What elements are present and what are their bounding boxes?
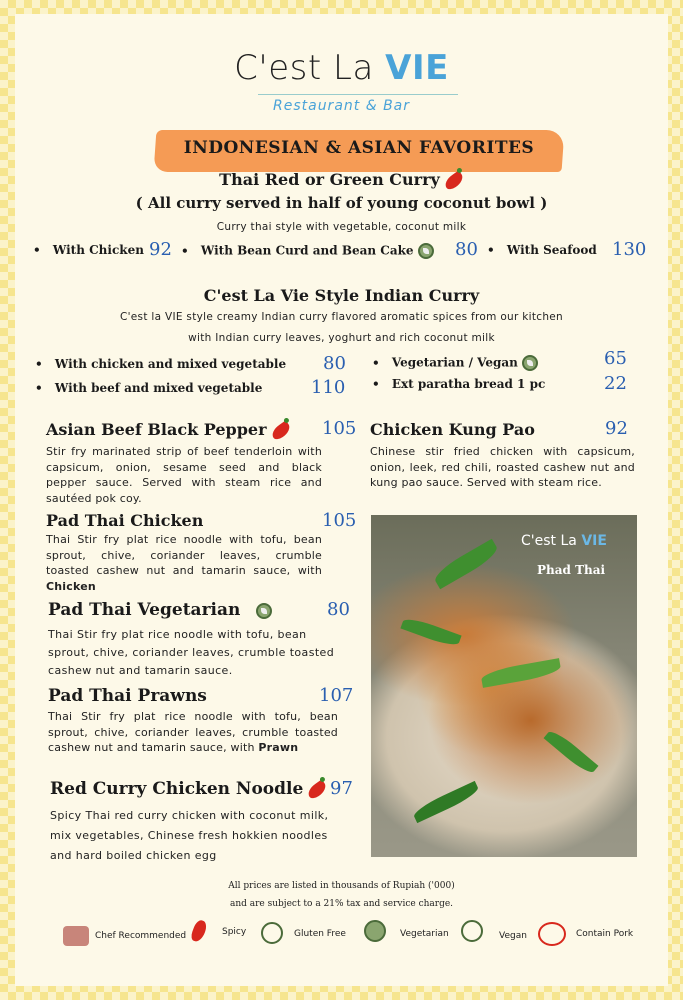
menu-page	[15, 14, 668, 986]
dish-title: Pad Thai Prawns	[48, 686, 207, 706]
herb-decoration	[400, 615, 461, 649]
option-label: With chicken and mixed vegetable	[54, 357, 287, 371]
legend-label: Vegetarian	[400, 929, 449, 939]
brand-name	[15, 48, 668, 88]
photo-logo-prefix: C'est La	[521, 533, 577, 549]
option-label: Ext paratha bread 1 pc	[391, 377, 546, 391]
photo-caption: Phad Thai	[537, 563, 606, 577]
dish-price: 92	[605, 418, 628, 439]
indian-curry-desc-2: with Indian curry leaves, yoghurt and rich coconut milk	[188, 332, 495, 344]
logo-divider	[258, 94, 458, 95]
indian-curry-price: 22	[604, 373, 627, 394]
dish-desc: Chinese stir fried chicken with capsicum, onion, leek, red chili, roasted cashew nut and kung pao sauce. Served with steam rice.	[370, 445, 635, 489]
thai-curry-title-text: Thai Red or Green Curry	[219, 170, 440, 189]
chili-icon	[269, 420, 292, 441]
dish-price: 97	[330, 778, 353, 799]
indian-curry-desc-1: C'est la VIE style creamy Indian curry flavored aromatic spices from our kitchen	[119, 311, 564, 323]
chili-icon	[442, 170, 465, 191]
indian-curry-option	[372, 355, 538, 371]
thai-curry-price: 92	[149, 239, 172, 260]
footer-line-2: and are subject to a 21% tax and service charge.	[229, 899, 454, 909]
indian-curry-title: C'est La Vie Style Indian Curry	[203, 286, 480, 305]
dish-price: 105	[322, 418, 357, 439]
chili-icon	[306, 779, 329, 800]
dish-desc	[48, 709, 338, 756]
option-label: With Chicken	[52, 243, 144, 257]
thai-curry-option	[181, 243, 434, 259]
photo-logo	[521, 533, 607, 549]
herb-decoration	[544, 727, 599, 776]
dish-price: 105	[322, 510, 357, 531]
brand-name-prefix: C'est La	[234, 48, 374, 88]
vegan-icon	[522, 355, 538, 371]
dish-desc-text: Thai Stir fry plat rice noodle with tofu, bean sprout, chive, coriander leaves, crumble toasted cashew nut and tamarin sauce, with	[46, 533, 322, 577]
dish-title: Chicken Kung Pao	[370, 420, 535, 439]
indian-curry-price: 80	[323, 353, 346, 374]
dish-desc-bold: Chicken	[46, 579, 96, 593]
brand-name-accent: VIE	[385, 48, 449, 88]
thai-curry-desc: Curry thai style with vegetable, coconut milk	[216, 221, 467, 233]
option-label: With beef and mixed vegetable	[54, 381, 263, 395]
thai-curry-title	[15, 170, 668, 189]
option-label: Vegetarian / Vegan	[391, 355, 518, 370]
chef-hat-icon	[63, 926, 89, 946]
thai-curry-price: 130	[612, 239, 647, 260]
indian-curry-option	[35, 381, 262, 395]
dish-title	[50, 779, 327, 799]
dish-desc	[46, 532, 322, 594]
vegetarian-leaf-icon	[418, 243, 434, 259]
indian-curry-option	[35, 357, 286, 371]
dish-desc: Spicy Thai red curry chicken with coconut milk, mix vegetables, Chinese fresh hokkien noodles and hard boiled chicken egg	[50, 809, 329, 862]
option-label: With Seafood	[506, 243, 597, 257]
thai-curry-option	[33, 243, 144, 257]
section-title: INDONESIAN & ASIAN FAVORITES	[183, 138, 535, 158]
herb-decoration	[480, 658, 562, 688]
photo-logo-accent: VIE	[581, 533, 607, 549]
chili-icon	[193, 920, 211, 942]
footer-line-1: All prices are listed in thousands of Rupiah ('000)	[228, 881, 455, 891]
dish-title	[46, 420, 291, 439]
dish-title-text: Asian Beef Black Pepper	[46, 420, 267, 439]
legend-label: Spicy	[222, 927, 247, 937]
thai-curry-subtitle: ( All curry served in half of young coconut bowl )	[135, 194, 548, 212]
dish-desc: Stir fry marinated strip of beef tenderloin with capsicum, onion, sesame seed and black pepper sauce. Served with steam rice and sautéed pok coy.	[46, 445, 322, 505]
herb-decoration	[431, 539, 501, 590]
legend-label: Gluten Free	[294, 929, 346, 939]
thai-curry-option	[487, 243, 597, 257]
legend-label: Chef Recommended	[95, 931, 187, 941]
vegan-icon	[461, 920, 483, 942]
herb-decoration	[411, 781, 480, 823]
dish-desc-bold: Prawn	[258, 741, 299, 754]
dish-price: 80	[327, 599, 350, 620]
dish-desc: Thai Stir fry plat rice noodle with tofu, bean sprout, chive, coriander leaves, crumble toasted cashew nut and tamarin sauce.	[48, 628, 335, 677]
pork-icon	[538, 922, 566, 946]
legend-label: Contain Pork	[576, 929, 634, 939]
legend-label: Vegan	[499, 931, 527, 941]
gluten-free-icon	[261, 922, 283, 944]
option-label: With Bean Curd and Bean Cake	[200, 243, 414, 258]
dish-title-text: Pad Thai Vegetarian	[48, 600, 241, 620]
dish-title-text: Red Curry Chicken Noodle	[50, 779, 304, 799]
vegetarian-leaf-icon	[256, 603, 272, 619]
dish-desc-text: Thai Stir fry plat rice noodle with tofu, bean sprout, chive, coriander leaves, crumble toasted cashew nut and tamarin sauce, with	[48, 710, 338, 754]
thai-curry-price: 80	[455, 239, 478, 260]
indian-curry-price: 65	[604, 348, 627, 369]
indian-curry-option	[372, 377, 545, 391]
dish-title: Pad Thai Chicken	[46, 511, 204, 530]
dish-photo	[371, 515, 637, 857]
vegetarian-leaf-icon	[364, 920, 386, 942]
brand-subtitle: Restaurant & Bar	[272, 98, 411, 114]
dish-title	[48, 600, 272, 620]
dish-price: 107	[319, 685, 354, 706]
indian-curry-price: 110	[311, 377, 346, 398]
